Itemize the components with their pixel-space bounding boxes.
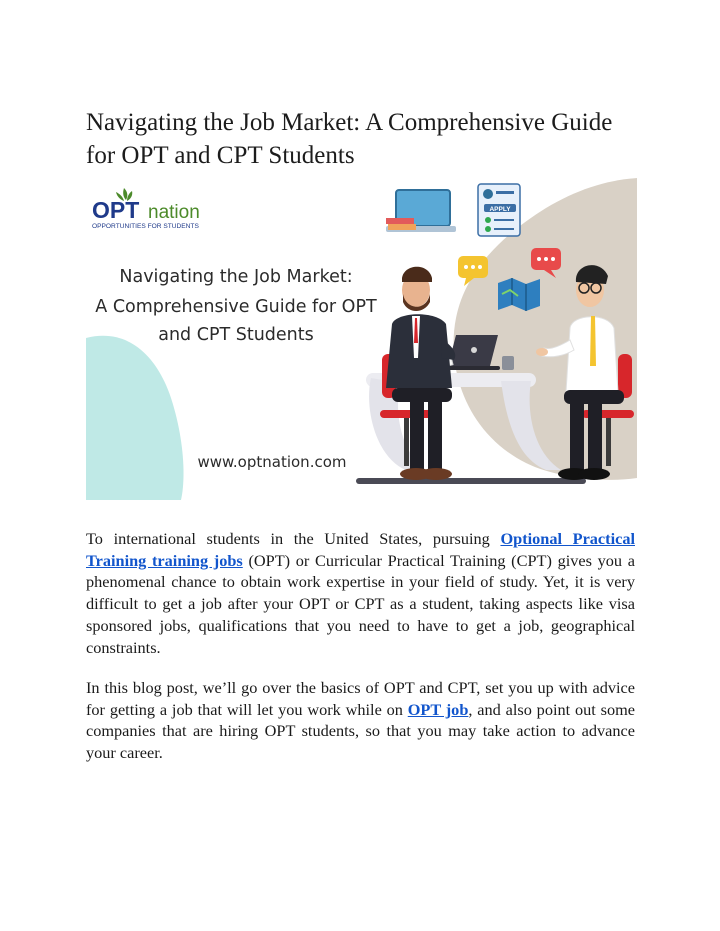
article-title: Navigating the Job Market: A Comprehensive Guide for OPT and CPT Students: [86, 109, 613, 169]
apply-label: APPLY: [489, 206, 511, 213]
resume-apply-icon: [478, 184, 520, 236]
logo-opt: OPT: [92, 197, 140, 223]
paragraph-intro: [86, 528, 635, 658]
paragraph-intro-lead: To international students in the United States, pursuing: [86, 529, 501, 548]
hero-headline-line3: and CPT Students: [158, 325, 314, 345]
teal-blob-shape: [86, 336, 184, 500]
logo-nation: nation: [148, 202, 200, 223]
hero-image: [86, 178, 637, 500]
hero-headline-line2: A Comprehensive Guide for OPT: [95, 297, 377, 317]
laptop-books-icon: [386, 190, 456, 232]
optional-practical-training-link[interactable]: Optional Practical Training training jobs: [86, 529, 635, 570]
hero-headline-line1: Navigating the Job Market:: [119, 267, 353, 287]
map-icon: [498, 278, 540, 311]
paragraph-intro-rest: (OPT) or Curricular Practical Training (CPT) gives you a phenomenal chance to obtain work expertise in your field of study. Yet, it is very difficult to get a job after your OPT or CPT as a student, taking aspects like visa sponsored jobs, qualifications that you need to have to get a job, geographical constraints.: [86, 550, 635, 657]
hero-website: www.optnation.com: [197, 453, 347, 471]
paragraph-blog-overview: [86, 677, 635, 764]
optnation-logo-icon: [89, 181, 214, 231]
opt-job-link[interactable]: OPT job: [407, 699, 469, 719]
paragraph-overview-rest: , and also point out some companies that are hiring OPT students, so that you may take action to advance your career.: [86, 699, 635, 763]
paragraph-overview-lead: In this blog post, we’ll go over the basics of OPT and CPT, set you up with advice for getting a job that will let you work while on: [86, 678, 635, 719]
logo-tagline: OPPORTUNITIES FOR STUDENTS: [92, 223, 199, 230]
mug-icon: [502, 356, 514, 370]
